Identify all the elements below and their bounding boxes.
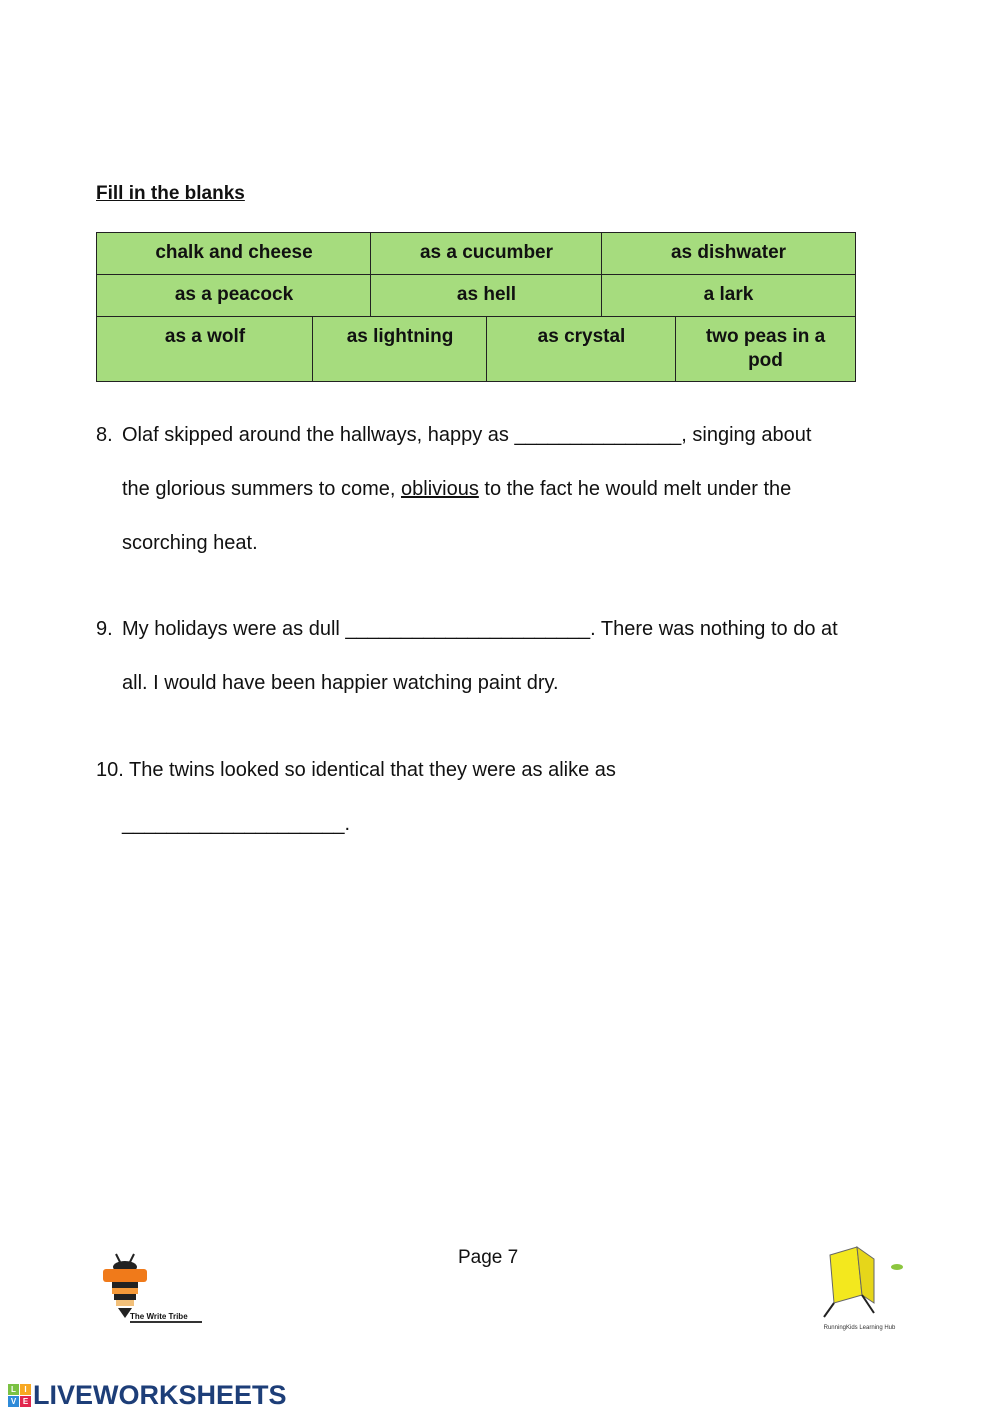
question-9-line-2: all. I would have been happier watching paint dry. [122,672,559,694]
letter-block: V [8,1396,19,1407]
word-cell: as dishwater [601,232,856,275]
live-blocks-icon [8,1384,31,1407]
word-cell: two peas in a pod [675,316,856,382]
question-number: 9. [96,618,113,640]
question-8-line-3: scorching heat. [122,532,258,554]
liveworksheets-logo [8,1380,287,1411]
word-cell: a lark [601,274,856,317]
word-cell: as crystal [486,316,677,382]
running-book-icon [812,1245,907,1320]
write-tribe-logo [100,1252,210,1327]
question-number: 8. [96,424,113,446]
word-cell: as hell [370,274,603,317]
page-number: Page 7 [458,1247,519,1268]
question-10-line-1: 10. The twins looked so identical that they were as alike as [96,759,616,781]
word-cell: as lightning [312,316,488,382]
question-8-line-1: Olaf skipped around the hallways, happy as _______________, singing about [122,424,812,446]
underlined-word: oblivious [401,478,479,500]
brand-text: LIVEWORKSHEETS [33,1380,287,1410]
word-cell: as a wolf [96,316,314,382]
learning-hub-text: RunningKids Learning Hub [823,1325,896,1331]
question-9-line-1: My holidays were as dull ______________________. There was nothing to do at [122,618,838,640]
question-8-line-2 [122,478,791,501]
write-tribe-text: The Write Tribe [130,1312,202,1323]
text: the glorious summers to come, [122,478,401,500]
text: to the fact he would melt under the [478,478,792,500]
question-10-line-2: ____________________. [122,813,351,835]
letter-block: E [20,1396,31,1407]
section-heading: Fill in the blanks [96,183,245,204]
word-cell: chalk and cheese [96,232,372,275]
letter-block: L [8,1384,19,1395]
learning-hub-logo [812,1245,907,1340]
word-cell: as a cucumber [370,232,603,275]
letter-block: I [20,1384,31,1395]
word-cell: as a peacock [96,274,372,317]
